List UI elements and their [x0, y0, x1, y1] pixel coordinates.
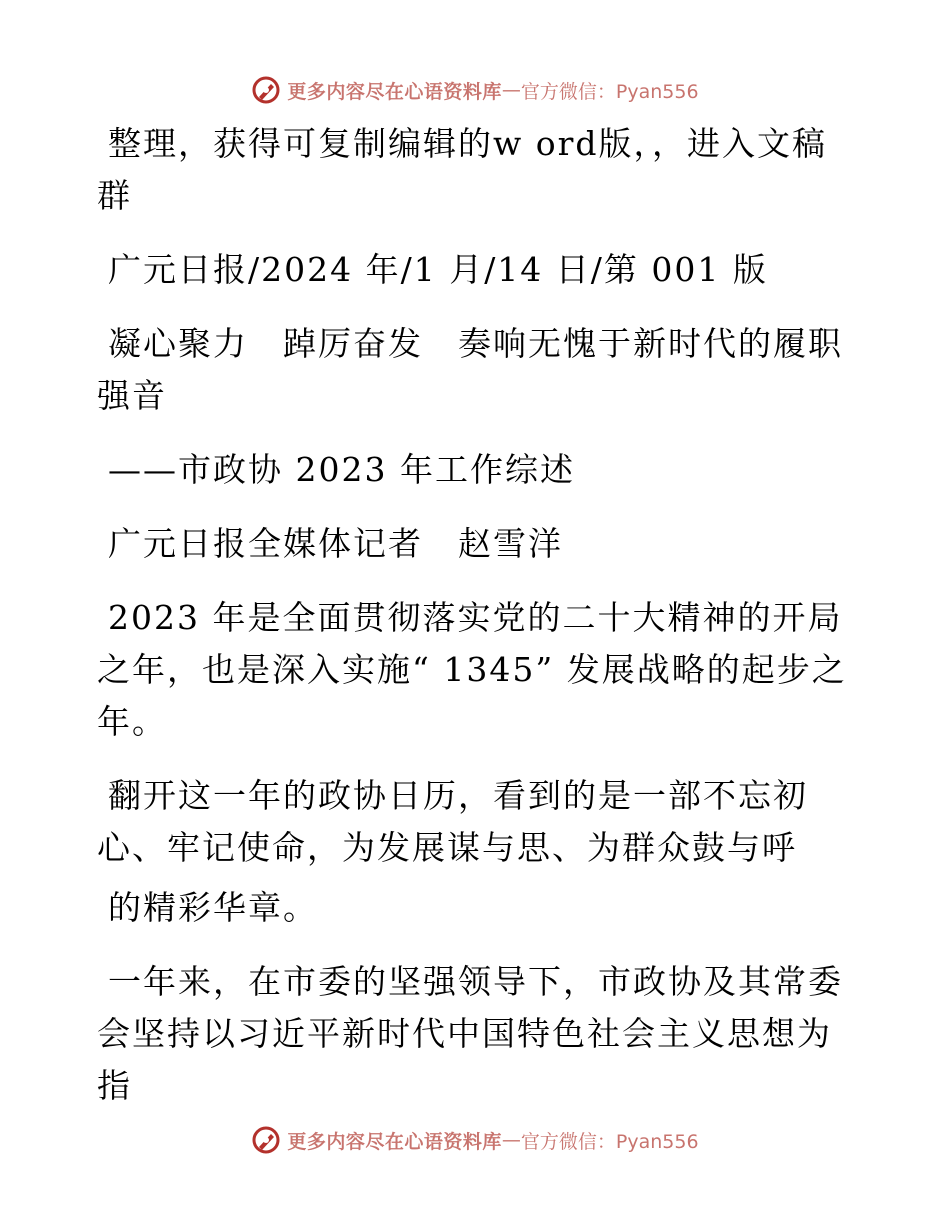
- watermark-contact: 官方微信：Pyan556: [520, 80, 699, 103]
- body-paragraph: 翻开这一年的政协日历，看到的是一部不忘初心、牢记使命，为发展谋与思、为群众鼓与呼: [97, 776, 808, 867]
- watermark-brand: 更多内容尽在心语资料库: [287, 1130, 502, 1153]
- article-subtitle: ——市政协 2023 年工作综述: [108, 450, 575, 489]
- intro-note: 整理，获得可复制编辑的w ord版，，进入文稿群: [97, 124, 828, 215]
- byline: 广元日报全媒体记者 赵雪洋: [108, 524, 563, 563]
- document-body: [97, 118, 857, 1134]
- watermark-contact: 官方微信：Pyan556: [520, 1130, 699, 1153]
- header-watermark: [0, 72, 950, 108]
- body-paragraph: 的精彩华章。: [108, 888, 318, 927]
- pen-logo-icon: [251, 1125, 281, 1155]
- pen-logo-icon: [251, 75, 281, 105]
- watermark-brand: 更多内容尽在心语资料库: [287, 80, 502, 103]
- body-paragraph: 2023 年是全面贯彻落实党的二十大精神的开局之年，也是深入实施“ 1345” 发展战略的起步之年。: [97, 598, 847, 741]
- body-paragraph: 一年来，在市委的坚强领导下，市政协及其常委会坚持以习近平新时代中国特色社会主义思想为指: [97, 962, 843, 1105]
- watermark-separator: —: [501, 1129, 521, 1151]
- watermark-separator: —: [501, 79, 521, 101]
- article-title: 凝心聚力 踔厉奋发 奏响无愧于新时代的履职强音: [97, 324, 843, 415]
- footer-watermark: [0, 1122, 950, 1158]
- publication-line: 广元日报/2024 年/1 月/14 日/第 001 版: [108, 250, 768, 289]
